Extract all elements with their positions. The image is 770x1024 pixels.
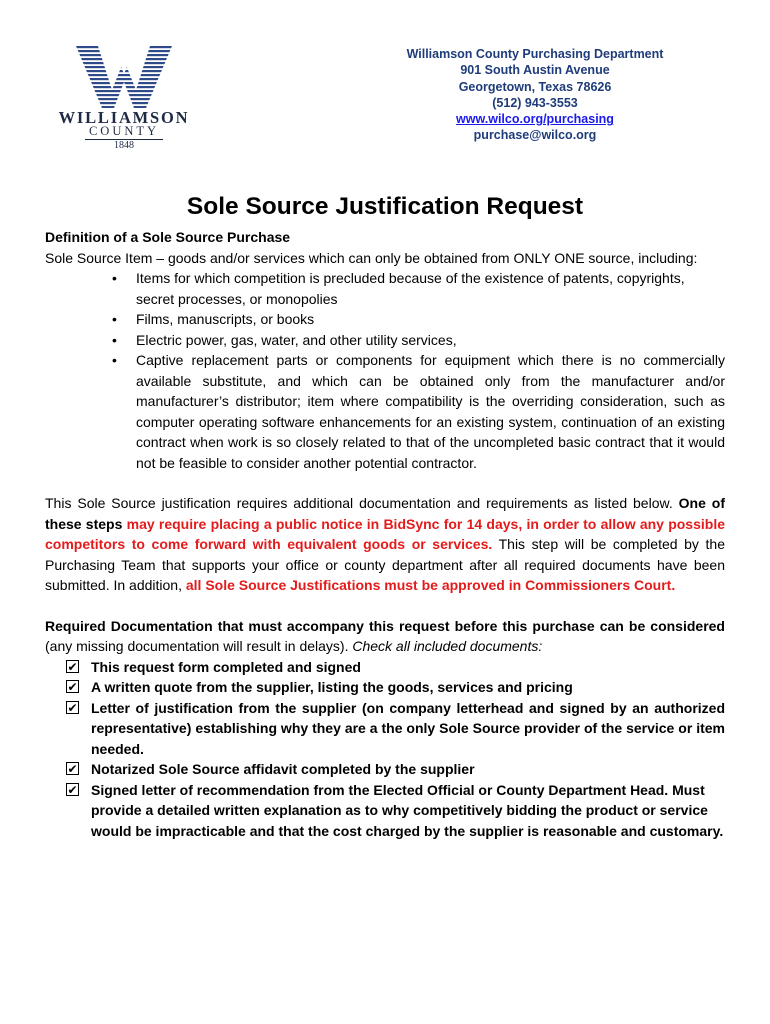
county-logo: [48, 40, 200, 155]
list-item: • Films, manuscripts, or books: [112, 311, 315, 327]
logo-county: COUNTY: [88, 124, 160, 138]
logo-name: WILLIAMSON: [58, 108, 190, 127]
required-docs-checklist: [45, 657, 725, 842]
list-item: • Captive replacement parts or components for equipment which there is no commercially available substitute, and which can be obtained only from the manufacturer and/or manufacturer’s distributor; item where compatibility is the overriding consideration, such as computer operating software enhancements for an existing system, continuation of an existing contract when work is so closely related to that of the uncompleted basic contract that it would not be feasible to consider another potential contractor.: [112, 352, 725, 471]
w-emblem-icon: [76, 46, 172, 108]
logo-year: 1848: [114, 140, 134, 151]
checkbox-checked[interactable]: ✔: [67, 700, 78, 715]
document-body: [45, 227, 725, 841]
checkbox-checked[interactable]: ✔: [67, 680, 78, 694]
checkbox-checked[interactable]: ✔: [67, 762, 78, 776]
department-email[interactable]: purchase@wilco.org: [473, 128, 597, 143]
page-title: Sole Source Justification Request: [186, 193, 584, 220]
website-link[interactable]: www.wilco.org/purchasing: [456, 112, 614, 127]
sole-source-notice: This Sole Source justification requires additional documentation and requirements as listed below. One of these steps may require placing a public notice in BidSync for 14 days, in order to allow any possible competitors to come forward with equivalent goods or services. This step will be completed by the Purchasing Team that supports your office or county department after all required documents have been submitted. In addition, all Sole Source Justifications must be approved in Commissioners Court.: [45, 495, 725, 593]
department-name: Williamson County Purchasing Department: [406, 47, 664, 61]
definition-heading: Definition of a Sole Source Purchase: [45, 229, 291, 245]
checklist-item: ✔ A written quote from the supplier, listing the goods, services and pricing: [67, 679, 573, 695]
department-street: 901 South Austin Avenue: [460, 63, 610, 78]
department-phone: (512) 943-3553: [492, 95, 578, 110]
definition-list: [45, 268, 725, 473]
department-contact-block: [370, 46, 700, 144]
department-city: Georgetown, Texas 78626: [458, 79, 612, 94]
checklist-item: ✔ Letter of justification from the supplier (on company letterhead and signed by an authorized representative) establishing why they are a the only Sole Source provider of the service or item needed.: [67, 699, 725, 757]
list-item: • Items for which competition is precluded because of the existence of patents, copyrights, secret processes, or monopolies: [112, 270, 685, 307]
required-docs-intro: Required Documentation that must accompany this request before this purchase can be considered (any missing documentation will result in delays). Check all included documents:: [45, 617, 725, 654]
checklist-item: ✔ This request form completed and signed: [67, 658, 361, 675]
checkbox-checked[interactable]: ✔: [67, 659, 78, 674]
checklist-item: ✔ Signed letter of recommendation from the Elected Official or County Department Head. Must provide a detailed written explanation as to why competitively bidding the product or service would be impracticable and that the cost charged by the supplier is reasonable and customary.: [67, 781, 724, 839]
checkbox-checked[interactable]: ✔: [67, 782, 78, 797]
definition-intro: Sole Source Item – goods and/or services which can only be obtained from ONLY ONE source, including:: [45, 249, 698, 266]
checklist-item: ✔ Notarized Sole Source affidavit completed by the supplier: [67, 761, 475, 777]
list-item: • Electric power, gas, water, and other utility services,: [112, 331, 457, 348]
